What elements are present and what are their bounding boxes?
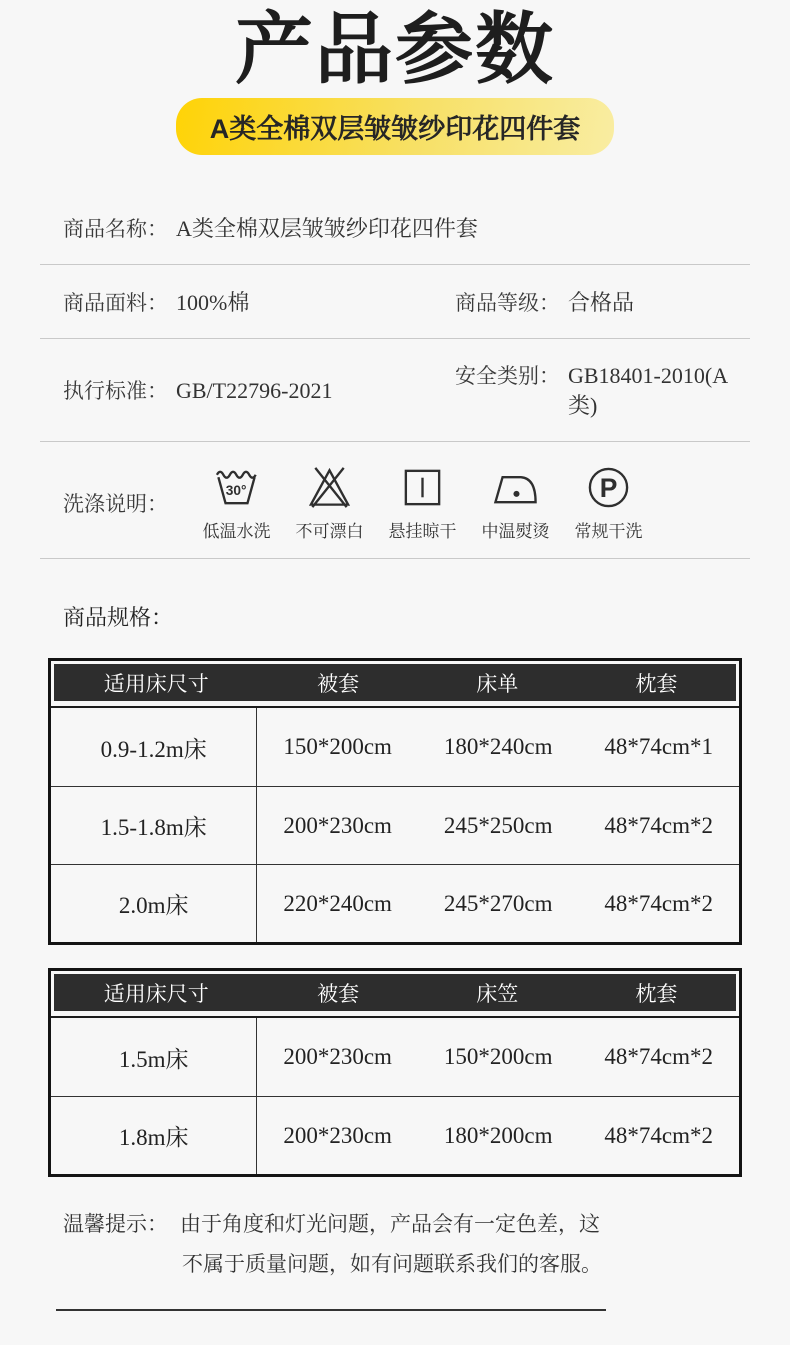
wash-item-dry-clean [562, 464, 655, 542]
wash-caption: 低温水洗 [202, 522, 271, 542]
product-name-value: A类全棉双层皱皱纱印花四件套 [176, 216, 478, 242]
spec-cell: 150*200cm [443, 1044, 553, 1070]
grade-value: 合格品 [568, 290, 635, 316]
table-row [51, 1096, 739, 1174]
spec-col-header: 床单 [476, 672, 519, 696]
svg-text:30°: 30° [225, 483, 247, 499]
spec-cell: 48*74cm*2 [604, 890, 713, 916]
spec-cell: 200*230cm [283, 1044, 392, 1070]
spec-heading: 商品规格： [63, 605, 174, 631]
wash-caption: 不可漂白 [295, 522, 364, 542]
wash-caption: 常规干洗 [574, 522, 643, 542]
spec-col-header: 适用床尺寸 [103, 982, 209, 1006]
spec-cell: 200*230cm [283, 812, 392, 838]
spec-col-header: 被套 [317, 672, 360, 696]
table-row [51, 786, 739, 864]
spec-cell: 180*240cm [443, 734, 553, 760]
spec-table-body [51, 1016, 739, 1174]
svg-text:P: P [599, 473, 618, 504]
spec-col-header: 适用床尺寸 [103, 672, 209, 696]
table-row [51, 864, 739, 942]
standard-label: 执行标准： [63, 380, 168, 404]
spec-table-body [51, 706, 739, 942]
spec-cell: 245*250cm [443, 812, 553, 838]
page-header [0, 0, 790, 155]
spec-cell: 48*74cm*1 [604, 734, 713, 760]
spec-col-header: 被套 [317, 982, 360, 1006]
dry-clean-icon [585, 464, 632, 511]
info-row-standard-safety [40, 339, 750, 442]
iron-medium-icon [492, 464, 539, 511]
table-row [51, 1018, 739, 1096]
info-pair [63, 286, 455, 317]
info-pair [63, 375, 455, 405]
warm-tip-text [180, 1205, 602, 1285]
wash-item-no-bleach [283, 464, 376, 542]
safety-class-value: GB18401-2010(A类) [568, 363, 729, 419]
spec-cell: 1.5-1.8m床 [51, 787, 257, 864]
page-title: 产品参数 [234, 5, 555, 93]
spec-cell: 200*230cm [283, 1122, 392, 1148]
info-pair [63, 212, 478, 243]
product-name-badge: A类全棉双层皱皱纱印花四件套 [176, 98, 615, 155]
safety-class-label: 安全类别： [455, 365, 560, 389]
spec-col-header: 枕套 [635, 672, 678, 696]
spec-table-sheet [48, 658, 742, 945]
hang-dry-icon [399, 464, 446, 511]
spec-cell: 0.9-1.2m床 [51, 708, 257, 786]
wash-item-iron [469, 464, 562, 542]
spec-cell: 245*270cm [443, 890, 553, 916]
info-pair [455, 360, 750, 420]
spec-cell: 48*74cm*2 [604, 1044, 713, 1070]
spec-cell: 150*200cm [283, 734, 392, 760]
fabric-label: 商品面料： [63, 292, 168, 316]
wash-caption: 中温熨烫 [481, 522, 550, 542]
warm-tip-line1: 由于角度和灯光问题，产品会有一定色差，这 [180, 1213, 600, 1237]
spec-col-header: 枕套 [635, 982, 678, 1006]
spec-cell: 48*74cm*2 [604, 812, 713, 838]
product-name-label: 商品名称： [63, 218, 168, 242]
warm-tip-note [63, 1205, 790, 1285]
info-row-product-name [40, 191, 750, 265]
warm-tip-line2: 不属于质量问题，如有问题联系我们的客服。 [182, 1253, 602, 1277]
product-info-section [40, 191, 750, 559]
spec-table-fitted-sheet [48, 968, 742, 1177]
standard-value: GB/T22796-2021 [176, 378, 333, 404]
wash-item-low-temp [190, 464, 283, 542]
info-row-washing [40, 442, 750, 559]
fabric-value: 100%棉 [176, 290, 250, 316]
wash-caption: 悬挂晾干 [388, 522, 457, 542]
bottom-divider [56, 1309, 606, 1311]
spec-table-header [54, 664, 736, 701]
warm-tip-label: 温馨提示： [63, 1213, 168, 1237]
grade-label: 商品等级： [455, 292, 560, 316]
spec-cell: 2.0m床 [51, 865, 257, 942]
wash-30-icon [213, 464, 260, 511]
washing-icons-group [190, 464, 655, 542]
spec-cell: 180*200cm [443, 1122, 553, 1148]
table-row [51, 708, 739, 786]
spec-cell: 1.8m床 [51, 1097, 257, 1174]
spec-col-header: 床笠 [476, 982, 519, 1006]
wash-item-hang-dry [376, 464, 469, 542]
washing-label: 洗涤说明： [63, 493, 168, 517]
spec-cell: 1.5m床 [51, 1018, 257, 1096]
no-bleach-icon [306, 464, 353, 511]
spec-table-header [54, 974, 736, 1011]
spec-cell: 48*74cm*2 [604, 1122, 713, 1148]
info-pair [455, 286, 750, 317]
info-row-fabric-grade [40, 265, 750, 339]
spec-cell: 220*240cm [283, 890, 392, 916]
